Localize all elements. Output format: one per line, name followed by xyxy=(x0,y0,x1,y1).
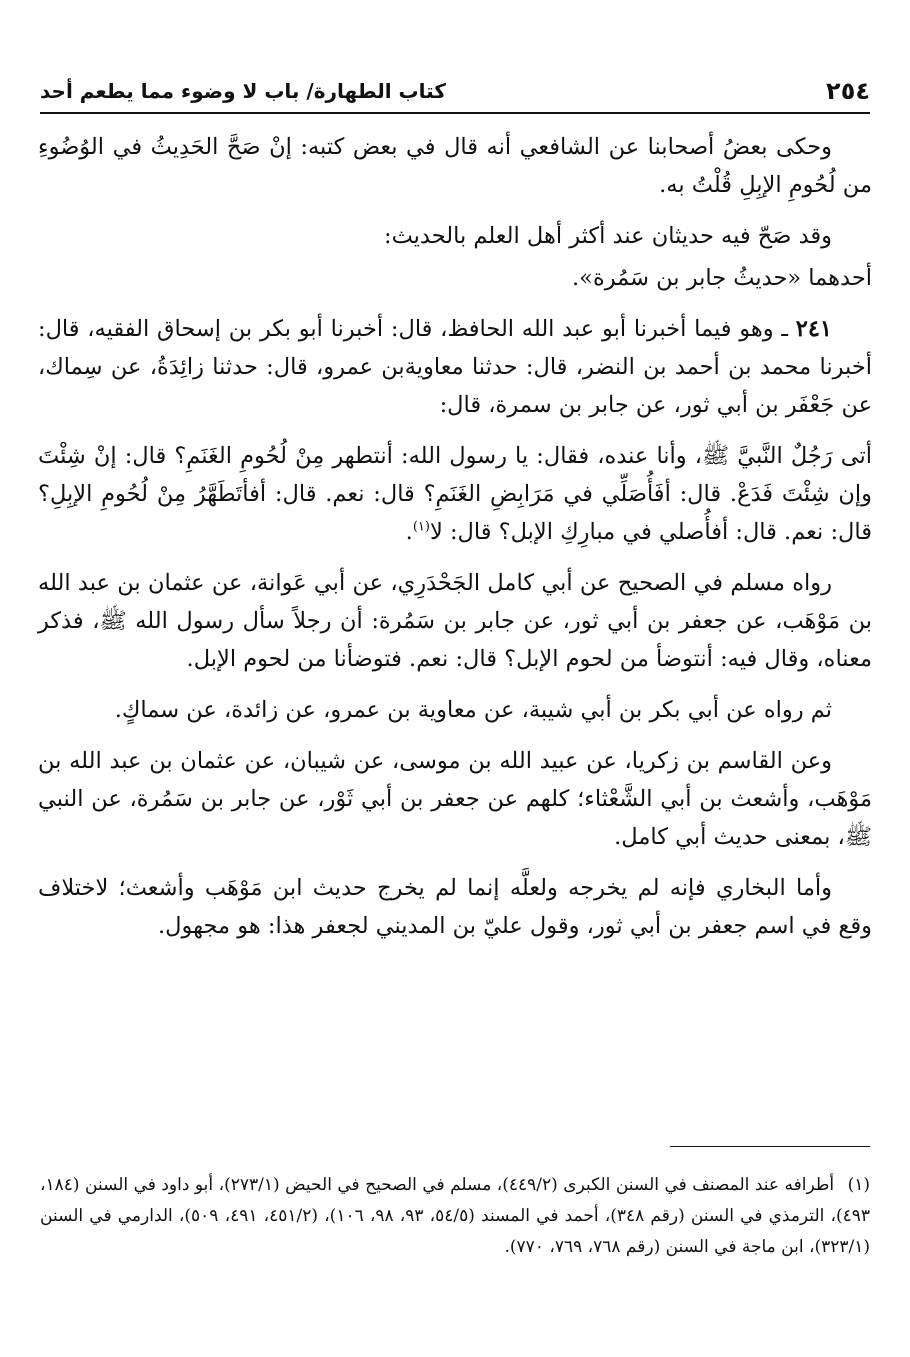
paragraph-bukhari-note: وأما البخاري فإنه لم يخرجه ولعلَّه إنما لم يخرج حديث ابن مَوْهَب وأشعث؛ لاختلاف وقع في اسم جعفر بن أبي ثور، وقول عليّ بن المديني لجعفر هذا: هو مجهول. xyxy=(38,875,872,939)
page-number: ٢٥٤ xyxy=(826,77,870,105)
paragraph-shafii-quote: وحكى بعضُ أصحابنا عن الشافعي أنه قال في بعض كتبه: إنْ صَحَّ الحَدِيثُ في الوُضُوءِ من لُحُومِ الإبِلِ قُلْتُ به. xyxy=(38,134,872,198)
hadith-number: ٢٤١ xyxy=(795,316,833,342)
paragraph-hadith-241 xyxy=(38,310,872,424)
header-divider xyxy=(40,112,870,114)
two-hadiths-line: وقد صَحّ فيه حديثان عند أكثر أهل العلم بالحديث: xyxy=(383,223,832,249)
running-head: كتاب الطهارة/ باب لا وضوء مما يطعم أحد xyxy=(40,79,446,103)
paragraph-two-hadiths xyxy=(38,217,872,255)
hadith-matn-end: . xyxy=(405,519,413,545)
hadith-matn: أتى رَجُلٌ النَّبيَّ ﷺ، وأنا عنده، فقال: يا رسول الله: أنتطهر مِنْ لُحُومِ الغَنَمِ؟ قال: إنْ شِئْتَ وإن شِئْتَ فَدَعْ. قال: أفَأُصَلِّي في مَرَابِضِ الغَنَمِ؟ قال: نعم. قال: أفأتَطَهَّرُ مِنْ لُحُومِ الإبِلِ؟ قال: نعم. قال: أفأُصلي في مبارِكِ الإبل؟ قال: لا xyxy=(38,443,872,545)
paragraph-abu-bakr-narration: ثم رواه عن أبي بكر بن أبي شيبة، عن معاوية بن عمرو، عن زائدة، عن سماكٍ. xyxy=(114,697,832,723)
paragraph-first-hadith xyxy=(38,259,872,297)
paragraph-qasim-narration: وعن القاسم بن زكريا، عن عبيد الله بن موسى، عن شيبان، عن عثمان بن عبد الله بن مَوْهَب، وأشعث بن أبي الشَّعْثاء؛ كلهم عن جعفر بن أبي ثَوْر، عن جابر بن سَمُرة، عن النبي ﷺ، بمعنى حديث أبي كامل. xyxy=(38,748,872,850)
footnote-text: أطرافه عند المصنف في السنن الكبرى (٤٤٩/٢)، مسلم في الصحيح في الحيض (٢٧٣/١)، أبو داود في السنن (١٨٤، ٤٩٣)، الترمذي في السنن (رقم ٣٤٨)، أحمد في المسند (٥٤/٥، ٩٣، ٩٨، ١٠٦)، (٤٥١/٢، ٤٩١، ٥٠٩)، الدارمي في السنن (٣٢٣/١)، ابن ماجة في السنن (رقم ٧٦٨، ٧٦٩، ٧٧٠). xyxy=(40,1175,871,1257)
paragraph-hadith-matn xyxy=(38,437,872,551)
main-text xyxy=(38,128,872,958)
footnote-reference: (١) xyxy=(412,519,430,535)
footnotes xyxy=(40,1170,870,1263)
footnote-divider xyxy=(670,1146,870,1147)
page-header xyxy=(40,66,870,106)
first-hadith-title: أحدهما «حديثُ جابر بن سَمُرة». xyxy=(572,265,872,291)
paragraph-muslim-narration: رواه مسلم في الصحيح عن أبي كامل الجَحْدَرِي، عن أبي عَوانة، عن عثمان بن عبد الله بن مَوْهَب، عن جعفر بن أبي ثور، عن جابر بن سَمُرة: أن رجلاً سأل رسول الله ﷺ، فذكر معناه، وقال فيه: أنتوضأ من لحوم الإبل؟ قال: نعم. فتوضأنا من لحوم الإبل. xyxy=(38,570,872,672)
hadith-isnad: ـ وهو فيما أخبرنا أبو عبد الله الحافظ، قال: أخبرنا أبو بكر بن إسحاق الفقيه، قال: أخبرنا محمد بن أحمد بن النضر، قال: حدثنا معاويةبن عمرو، قال: حدثنا زائِدَةُ، عن سِماك، عن جَعْفَر بن أبي ثور، عن جابر بن سمرة، قال: xyxy=(38,316,872,418)
footnote-item xyxy=(40,1170,870,1263)
footnote-marker: (١) xyxy=(847,1175,871,1195)
